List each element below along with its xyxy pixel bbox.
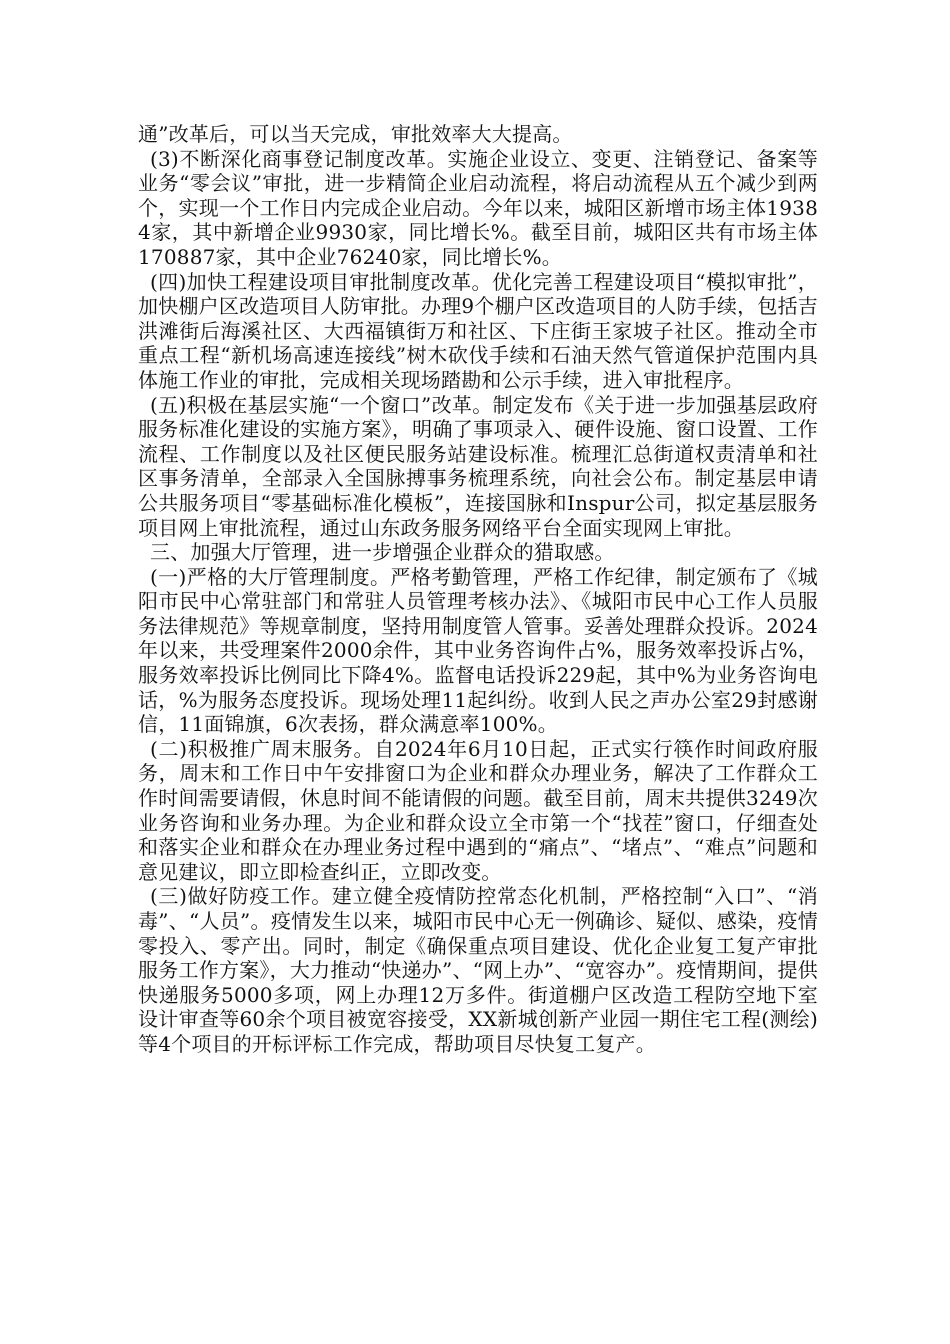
paragraph-business-registration-reform: (3)不断深化商事登记制度改革。实施企业设立、变更、注销登记、备案等业务“零会议”审批，进一步精简企业启动流程，将启动流程从五个减少到两个，实现一个工作日内完成企业启动。今年以来，城阳区新增市场主体19384家，其中新增企业9930家，同比增长%。截至目前，城阳区共有市场主体170887家，其中企业76240家，同比增长%。 — [138, 146, 818, 269]
paragraph-construction-approval-reform: (四)加快工程建设项目审批制度改革。优化完善工程建设项目“模拟审批”，加快棚户区改造项目人防审批。办理9个棚户区改造项目的人防手续，包括吉洪滩街后海溪社区、大西福镇街万和社区、下庄街王家坡子社区。推动全市重点工程“新机场高速连接线”树木砍伐手续和石油天然气管道保护范围内具体施工作业的审批，完成相关现场踏勘和公示手续，进入审批程序。 — [138, 269, 818, 392]
paragraph-approval-efficiency: 通”改革后，可以当天完成，审批效率大大提高。 — [138, 122, 573, 146]
paragraph-hall-management-system: (一)严格的大厅管理制度。严格考勤管理，严格工作纪律，制定颁布了《城阳市民中心常驻部门和常驻人员管理考核办法》、《城阳市民中心工作人员服务法律规范》等规章制度，坚持用制度管人管事。妥善处理群众投诉。2024年以来，共受理案件2000余件，其中业务咨询件占%，服务效率投诉占%，服务效率投诉比例同比下降4%。监督电话投诉229起，其中%为业务咨询电话，%为服务态度投诉。现场处理11起纠纷。收到人民之声办公室29封感谢信，11面锦旗，6次表扬，群众满意率100%。 — [138, 564, 818, 737]
paragraph-one-window-reform: (五)积极在基层实施“一个窗口”改革。制定发布《关于进一步加强基层政府服务标准化建设的实施方案》，明确了事项录入、硬件设施、窗口设置、工作流程、工作制度以及社区便民服务站建设标准。梳理汇总街道权责清单和社区事务清单，全部录入全国脉搏事务梳理系统，向社会公布。制定基层申请公共服务项目“零基础标准化模板”，连接国脉和Inspur公司，拟定基层服务项目网上审批流程，通过山东政务服务网络平台全面实现网上审批。 — [138, 392, 818, 540]
section-heading-hall-management: 三、加强大厅管理，进一步增强企业群众的猎取感。 — [150, 540, 615, 565]
paragraph-weekend-service: (二)积极推广周末服务。自2024年6月10日起，正式实行筷作时间政府服务，周末和工作日中午安排窗口为企业和群众办理业务，解决了工作群众工作时间需要请假，休息时间不能请假的问题。截至目前，周末共提供3249次业务咨询和业务办理。为企业和群众设立全市第一个“找茬”窗口，仔细查处和落实企业和群众在办理业务过程中遇到的“痛点”、“堵点”、“难点”问题和意见建议，即立即检查纠正，立即改变。 — [138, 736, 818, 884]
document-body — [138, 122, 818, 1057]
paragraph-epidemic-prevention: (三)做好防疫工作。建立健全疫情防控常态化机制，严格控制“入口”、“消毒”、“人员”。疫情发生以来，城阳市民中心无一例确诊、疑似、感染，疫情零投入、零产出。同时，制定《确保重点项目建设、优化企业复工复产审批服务工作方案》，大力推动“快递办”、“网上办”、“宽容办”。疫情期间，提供快递服务5000多项，网上办理12万多件。街道棚户区改造工程防空地下室设计审查等60余个项目被宽容接受，XX新城创新产业园一期住宅工程(测绘)等4个项目的开标评标工作完成，帮助项目尽快复工复产。 — [138, 884, 818, 1056]
